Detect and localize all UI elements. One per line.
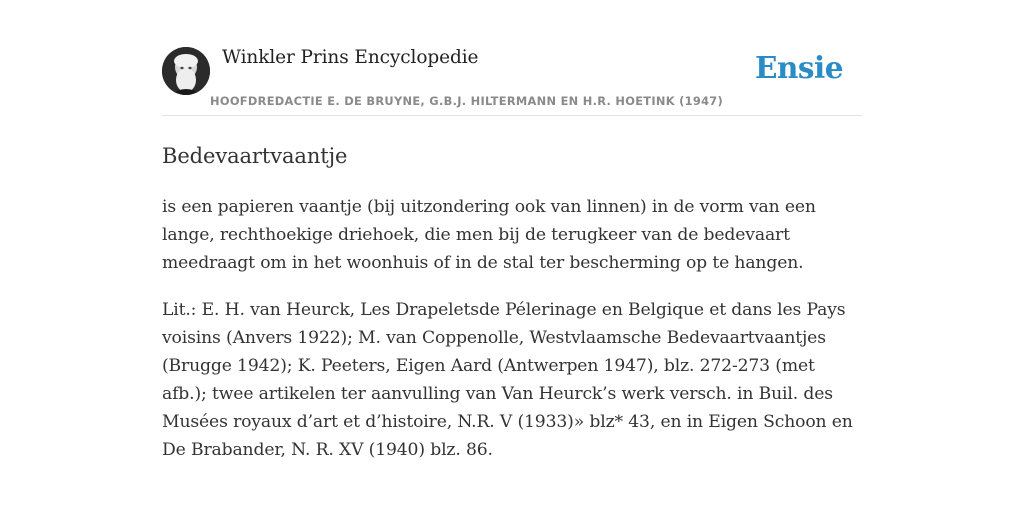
portrait-avatar-icon bbox=[162, 47, 210, 95]
article-literature: Lit.: E. H. van Heurck, Les Drapeletsde Pélerinage en Belgique et dans les Pays voisins (Anvers 1922); M. van Coppenolle, Westvlaamsche Bedevaartvaantjes (Brugge 1942); K. Peeters, Eigen Aard (Antwerpen 1947), blz. 272-273 (met afb.); twee artikelen ter aanvulling van Van Heurck’s werk versch. in Buil. des Musées royaux d’art et d’histoire, N.R. V (1933)» blz* 43, en in Eigen Schoon en De Brabander, N. R. XV (1940) blz. 86. bbox=[162, 300, 853, 460]
editorial-subtitle: HOOFDREDACTIE E. DE BRUYNE, G.B.J. HILTERMANN EN H.R. HOETINK (1947) bbox=[210, 94, 724, 108]
article-definition: is een papieren vaantje (bij uitzondering ook van linnen) in de vorm van een lange, rechthoekige driehoek, die men bij de terugkeer van de bedevaart meedraagt om in het woonhuis of in de stal ter bescherming op te hangen. bbox=[162, 197, 816, 273]
site-title[interactable]: Winkler Prins Encyclopedie bbox=[222, 47, 479, 68]
article-title: Bedevaartvaantje bbox=[162, 144, 348, 168]
avatar[interactable] bbox=[162, 47, 210, 95]
page-container bbox=[162, 40, 862, 464]
brand-logo[interactable]: Ensie bbox=[754, 50, 843, 85]
site-header bbox=[162, 40, 862, 116]
